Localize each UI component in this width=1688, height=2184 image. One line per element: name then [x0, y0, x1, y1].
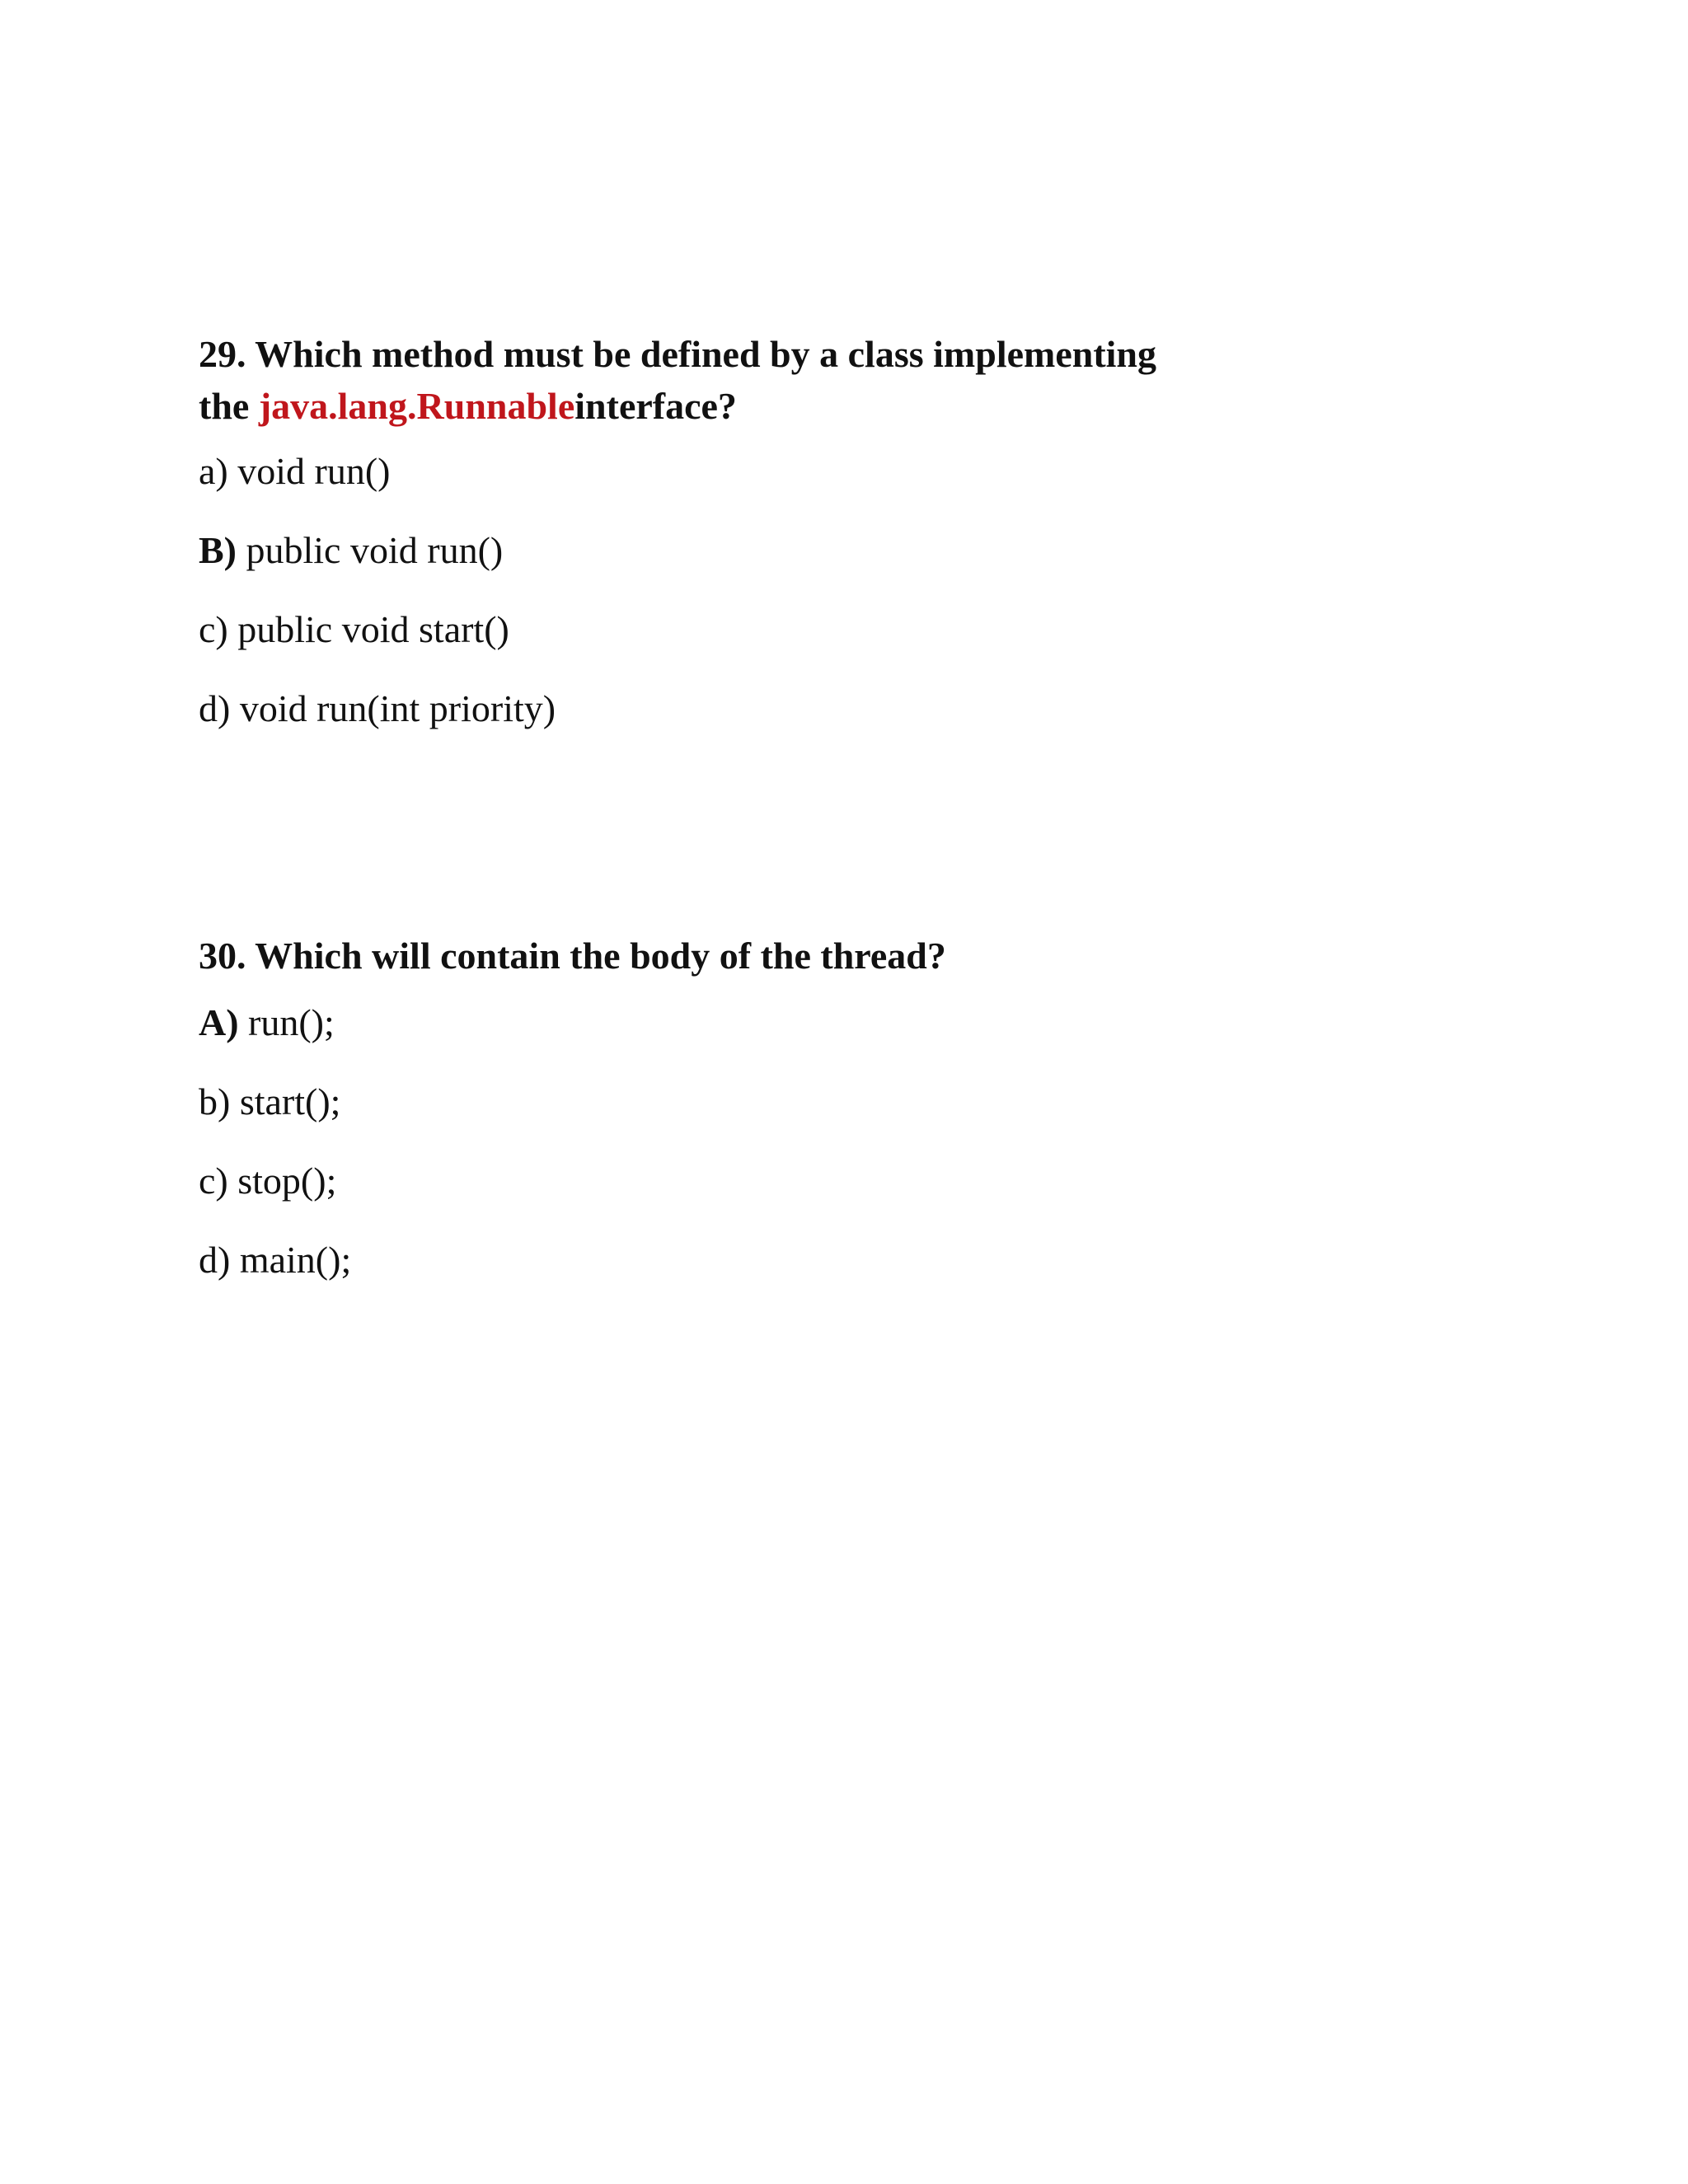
- question-29-highlight-class: java.lang.Runnable: [258, 385, 575, 427]
- option-text: start();: [230, 1080, 341, 1122]
- option-c: [199, 607, 1435, 653]
- option-text: void run(int priority): [230, 687, 556, 729]
- option-text: void run(): [227, 450, 391, 492]
- option-a: [199, 448, 1435, 494]
- option-letter: d): [199, 1239, 231, 1281]
- option-b: [199, 1079, 1435, 1125]
- option-text: main();: [230, 1239, 352, 1281]
- option-letter: d): [199, 687, 231, 729]
- option-letter: a): [199, 450, 228, 492]
- option-text: public void run(): [237, 529, 504, 571]
- option-c: [199, 1158, 1435, 1204]
- option-letter: c): [199, 608, 228, 650]
- question-29: [199, 328, 1435, 732]
- option-a-answer: [199, 1000, 1435, 1046]
- question-29-options: [199, 448, 1435, 732]
- question-30: [199, 930, 1435, 1283]
- option-letter: B): [199, 529, 237, 571]
- option-b-answer: [199, 527, 1435, 574]
- question-29-title-prefix: the: [199, 385, 259, 427]
- option-letter: c): [199, 1160, 228, 1202]
- option-text: run();: [238, 1001, 335, 1043]
- option-text: stop();: [227, 1160, 337, 1202]
- question-30-title: 30. Which will contain the body of the thread?: [199, 935, 946, 977]
- option-text: public void start(): [227, 608, 509, 650]
- question-29-title: [199, 328, 1435, 432]
- question-30-options: [199, 1000, 1435, 1283]
- option-d: [199, 1237, 1435, 1283]
- option-d: [199, 686, 1435, 732]
- question-29-title-line1: 29. Which method must be defined by a class implementing: [199, 333, 1157, 375]
- question-29-title-suffix: interface?: [574, 385, 737, 427]
- option-letter: b): [199, 1080, 231, 1122]
- option-letter: A): [199, 1001, 239, 1043]
